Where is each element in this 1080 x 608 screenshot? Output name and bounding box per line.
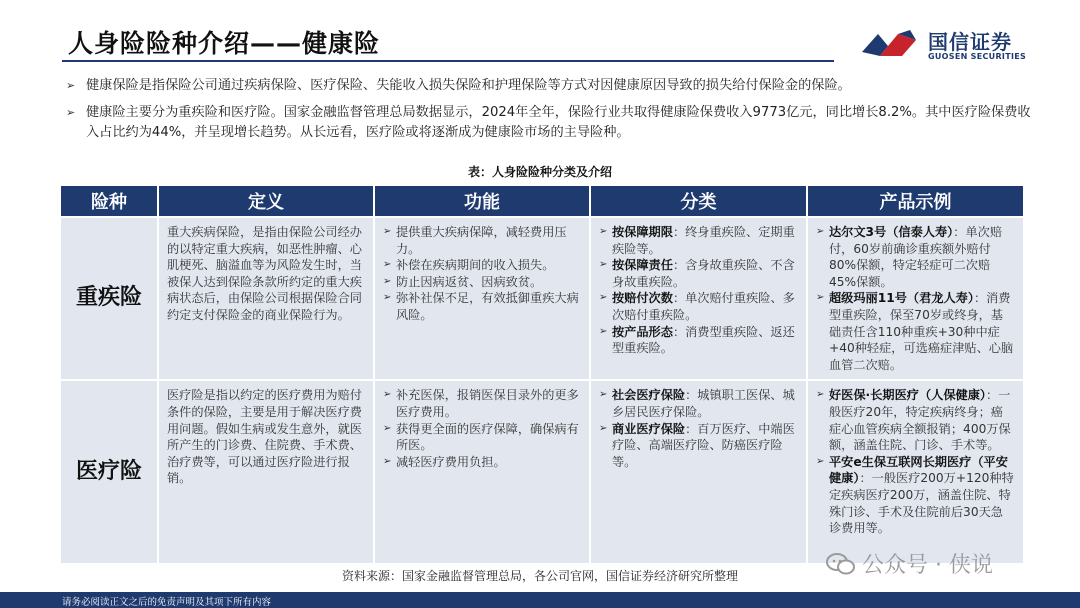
- definition-cell: 医疗险是指以约定的医疗费用为赔付条件的保险，主要是用于解决医疗费用问题。假如生病或发生意外，就医所产生的门诊费、住院费、手术费、治疗费等，可以通过医疗险进行报销。: [158, 380, 374, 563]
- arrow-bullet-icon: ➢: [383, 455, 392, 467]
- category-label: 按产品形态: [612, 324, 673, 339]
- arrow-bullet-icon: ➢: [383, 226, 392, 237]
- arrow-bullet-icon: ➢: [599, 422, 608, 434]
- function-text: 减轻医疗费用负担。: [396, 454, 506, 469]
- guosen-logo-icon: [858, 26, 922, 66]
- footer-bar: [0, 592, 1080, 608]
- example-label: 达尔文3号（信泰人寿）: [829, 225, 954, 239]
- example-cell: [807, 217, 1023, 380]
- example-label: 平安e生保互联网长期医疗（平安健康）: [829, 454, 1008, 486]
- category-text: ：百万医疗、中端医疗险、高端医疗险、防癌医疗险等。: [612, 421, 795, 469]
- category-cell: [590, 380, 807, 563]
- list-item: [816, 224, 1015, 290]
- example-text: ：消费型重疾险，保至70岁或终身，基础责任含110种重疾+30种中症+40种轻症，可选癌症津贴、心脑血管二次赔。: [829, 291, 1014, 372]
- example-label: 好医保·长期医疗（人保健康）: [829, 388, 986, 403]
- list-item: [599, 387, 798, 420]
- intro-bullet: [66, 103, 1032, 143]
- bullet-text: 健康保险是指保险公司通过疾病保险、医疗保险、失能收入损失保险和护理保险等方式对因健康原因导致的损失给付保险金的保险。: [86, 78, 851, 93]
- logo-text-en: GUOSEN SECURITIES: [928, 52, 1027, 61]
- type-cell: 医疗险: [61, 380, 158, 563]
- category-text: ：单次赔付重疾险、多次赔付重疾险。: [612, 291, 795, 322]
- function-cell: [374, 217, 590, 380]
- list-item: [599, 257, 798, 290]
- arrow-bullet-icon: ➢: [383, 292, 392, 304]
- intro-bullets: [66, 76, 1032, 150]
- bullet-text: 健康险主要分为重疾险和医疗险。国家金融监督管理总局数据显示，2024年全年，保险行业共取得健康险保费收入9773亿元，同比增长8.2%。其中医疗险保费收入占比约为44%，并呈现增长趋势。从长远看，医疗险或将逐渐成为健康险市场的主导险种。: [86, 105, 1031, 140]
- function-text: 补充医保，报销医保目录外的更多医疗费用。: [396, 388, 579, 419]
- table-caption: 表：人身险险种分类及介绍: [467, 165, 612, 179]
- function-text: 补偿在疾病期间的收入损失。: [396, 258, 555, 273]
- list-item: [383, 454, 581, 471]
- arrow-bullet-icon: ➢: [66, 79, 76, 92]
- list-item: [816, 387, 1015, 453]
- list-item: [599, 421, 798, 471]
- source-note: 资料来源：国家金融监督管理总局，各公司官网，国信证券经济研究所整理: [341, 569, 738, 583]
- category-label: 按赔付次数: [612, 291, 673, 306]
- example-text: ：单次赔付，60岁前确诊重疾额外赔付80%保额，特定轻症可二次赔45%保额。: [829, 225, 1003, 289]
- arrow-bullet-icon: ➢: [66, 106, 76, 119]
- category-text: ：城镇职工医保、城乡居民医疗保险。: [612, 388, 795, 419]
- function-text: 防止因病返贫、因病致贫。: [396, 274, 543, 289]
- function-text: 提供重大疾病保障，减轻费用压力。: [396, 225, 567, 256]
- watermark: [826, 548, 993, 579]
- list-item: [599, 290, 798, 323]
- category-label: 按保障责任: [612, 258, 673, 273]
- example-text: ：一般医疗20年，特定疾病终身；癌症心血管疾病全额报销；400万保额，涵盖住院、门诊、手术等。: [829, 388, 1011, 453]
- arrow-bullet-icon: ➢: [383, 422, 392, 434]
- insurance-table: [61, 186, 1023, 563]
- category-cell: [590, 217, 807, 380]
- category-text: ：终身重疾险、定期重疾险等。: [612, 225, 795, 256]
- arrow-bullet-icon: ➢: [816, 389, 825, 401]
- list-item: [383, 257, 581, 274]
- list-item: [599, 324, 798, 357]
- intro-bullet: [66, 76, 1032, 96]
- arrow-bullet-icon: ➢: [599, 292, 608, 304]
- list-item: [383, 387, 581, 420]
- category-label: 商业医疗保险: [612, 421, 686, 436]
- list-item: [816, 290, 1015, 373]
- example-text: ：一般医疗200万+120种特定疾病医疗200万，涵盖住院、特殊门诊、手术及住院前后30天急诊费用等。: [829, 471, 1014, 536]
- arrow-bullet-icon: ➢: [599, 389, 608, 401]
- type-cell: 重疾险: [61, 217, 158, 380]
- arrow-bullet-icon: ➢: [816, 455, 825, 467]
- arrow-bullet-icon: ➢: [383, 389, 392, 401]
- arrow-bullet-icon: ➢: [383, 275, 392, 287]
- guosen-logo: [858, 26, 1058, 66]
- header-definition: 定义: [158, 186, 374, 217]
- list-item: [383, 274, 581, 291]
- table-row: [61, 217, 1023, 380]
- arrow-bullet-icon: ➢: [816, 292, 825, 304]
- table-row: [61, 380, 1023, 563]
- watermark-text: 公众号 · 侠说: [862, 553, 993, 578]
- category-text: ：消费型重疾险、返还型重疾险。: [612, 324, 795, 356]
- example-cell: [807, 380, 1023, 563]
- list-item: [599, 224, 798, 257]
- footer-disclaimer: 请务必阅读正文之后的免责声明及其项下所有内容: [62, 597, 272, 608]
- arrow-bullet-icon: ➢: [383, 259, 392, 271]
- table-header-row: [61, 186, 1023, 217]
- list-item: [383, 421, 581, 454]
- header-example: 产品示例: [807, 186, 1023, 217]
- function-text: 弥补社保不足，有效抵御重疾大病风险。: [396, 291, 579, 322]
- header-function: 功能: [374, 186, 590, 217]
- list-item: [383, 290, 581, 323]
- function-text: 获得更全面的医疗保障，确保病有所医。: [396, 421, 579, 453]
- header-type: 险种: [61, 186, 158, 217]
- arrow-bullet-icon: ➢: [816, 226, 825, 237]
- function-cell: [374, 380, 590, 563]
- arrow-bullet-icon: ➢: [599, 226, 608, 237]
- arrow-bullet-icon: ➢: [599, 259, 608, 271]
- list-item: [816, 454, 1015, 537]
- category-text: ：含身故重疾险、不含身故重疾险。: [612, 258, 795, 289]
- category-label: 社会医疗保险: [612, 388, 686, 403]
- wechat-icon: [826, 552, 856, 576]
- category-label: 按保障期限: [612, 225, 673, 239]
- arrow-bullet-icon: ➢: [599, 325, 608, 337]
- definition-cell: 重大疾病保险，是指由保险公司经办的以特定重大疾病，如恶性肿瘤、心肌梗死、脑溢血等为风险发生时，当被保人达到保险条款所约定的重大疾病状态后，由保险公司根据保险合同约定支付保险金的商业保险行为。: [158, 217, 374, 380]
- header-category: 分类: [590, 186, 807, 217]
- page-title: 人身险险种介绍——健康险: [68, 29, 381, 58]
- list-item: [383, 224, 581, 257]
- example-label: 超级玛丽11号（君龙人寿）: [829, 291, 974, 306]
- title-divider: [62, 60, 834, 62]
- logo-text-cn: 国信证券: [928, 30, 1012, 54]
